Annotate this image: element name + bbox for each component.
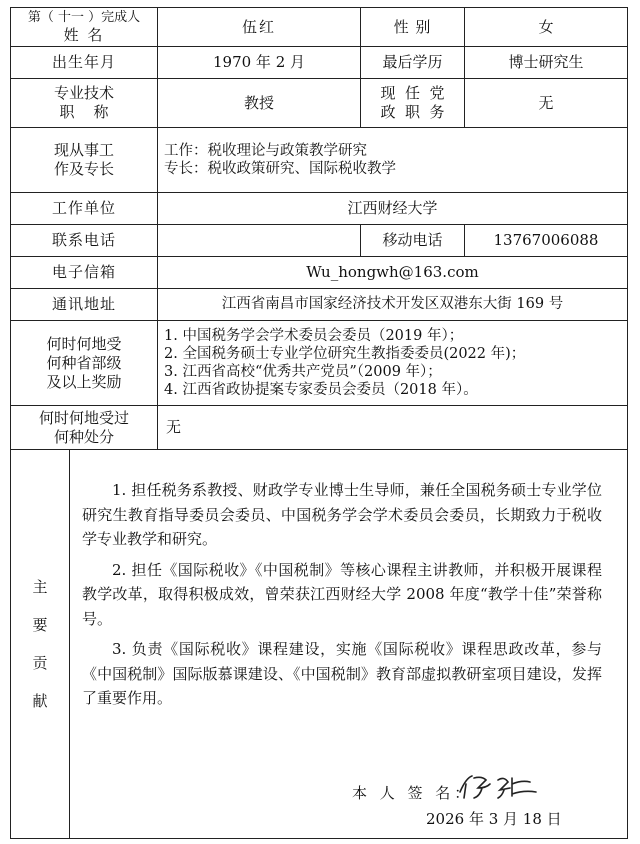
name-label-cell: [10, 7, 158, 47]
contrib-label-char: 贡: [32, 654, 48, 672]
punish-label-line-1: 何时何地受过: [38, 408, 129, 427]
handwritten-signature: [452, 770, 542, 802]
awards-label-cell: [10, 320, 158, 406]
contribution-paragraph: 2. 担任《国际税收》《中国税制》等核心课程主讲教师，并积极开展课程教学改革，取得积极成效，曾荣获江西财经大学 2008 年度“教学十佳”荣誉称号。: [82, 560, 602, 628]
birth-label: 出生年月: [10, 46, 158, 79]
award-item: 4. 江西省政协提案专家委员会委员（2018 年）。: [164, 382, 478, 398]
award-item: 2. 全国税务硕士专业学位研究生教指委委员(2022 年)；: [164, 346, 526, 362]
signature-label: 本 人 签 名：: [352, 784, 474, 802]
unit-value: 江西财经大学: [157, 192, 628, 225]
work-value-cell: [157, 127, 628, 193]
name-value: 伍红: [157, 7, 361, 47]
awards-label-line-2: 何种省部级: [46, 353, 122, 372]
title-label-line-2: 职 称: [59, 103, 109, 121]
work-label-line-1: 现从事工: [53, 141, 114, 159]
punish-label-cell: [10, 405, 158, 450]
contribution-paragraph: 1. 担任税务系教授、财政学专业博士生导师，兼任全国税务硕士专业学位研究生教育指导委员会委员、中国税务学会学术委员会委员，长期致力于税收学专业教学和研究。: [82, 481, 602, 548]
contribution-paragraph: 3. 负责《国际税收》课程建设，实施《国际税收》课程思政改革，参与《中国税制》国际版慕课建设、《中国税制》教育部虚拟教研室项目建设，发挥了重要作用。: [82, 640, 602, 707]
phone-value: [157, 224, 361, 257]
punish-value: 无: [157, 405, 628, 450]
contrib-label-char: 主: [32, 578, 48, 596]
party-value: 无: [464, 78, 628, 128]
party-label-line-1: 现 任 党: [380, 84, 445, 102]
awards-list: [157, 320, 628, 406]
award-item: 3. 江西省高校“优秀共产党员”（2009 年）；: [164, 364, 442, 380]
header-note: 第（ 十一 ）完成人: [27, 9, 141, 25]
punish-label-line-2: 何种处分: [53, 427, 114, 446]
award-item: 1. 中国税务学会学术委员会委员（2019 年）；: [164, 328, 464, 344]
unit-label: 工作单位: [10, 192, 158, 225]
name-label: 姓 名: [63, 25, 105, 44]
work-line-2: 专长：税收政策研究、国际税收教学: [164, 161, 396, 177]
gender-label: 性 别: [360, 7, 465, 47]
phone-label: 联系电话: [10, 224, 158, 257]
address-label: 通讯地址: [10, 288, 158, 321]
contrib-label-cell: [10, 449, 70, 839]
awards-label-line-1: 何时何地受: [46, 334, 122, 353]
title-label-line-1: 专业技术: [53, 84, 114, 102]
contrib-label-char: 要: [32, 616, 48, 634]
work-label-cell: [10, 127, 158, 193]
email-label: 电子信箱: [10, 256, 158, 289]
gender-value: 女: [464, 7, 628, 47]
awards-label-line-3: 及以上奖励: [46, 372, 122, 391]
address-value: 江西省南昌市国家经济技术开发区双港东大街 169 号: [157, 288, 628, 321]
mobile-value: 13767006088: [464, 224, 628, 257]
party-label-cell: [360, 78, 465, 128]
party-label-line-2: 政 职 务: [380, 103, 445, 121]
title-value: 教授: [157, 78, 361, 128]
title-label-cell: [10, 78, 158, 128]
contrib-label-char: 献: [32, 692, 48, 710]
degree-label: 最后学历: [360, 46, 465, 79]
degree-value: 博士研究生: [464, 46, 628, 79]
contributions-body: [82, 478, 602, 717]
birth-value: 1970 年 2 月: [157, 46, 361, 79]
signature-date: 2026 年 3 月 18 日: [426, 810, 562, 828]
work-line-1: 工作：税收理论与政策教学研究: [164, 143, 367, 159]
mobile-label: 移动电话: [360, 224, 465, 257]
work-label-line-2: 作及专长: [53, 160, 114, 178]
email-value: Wu_hongwh@163.com: [157, 256, 628, 289]
